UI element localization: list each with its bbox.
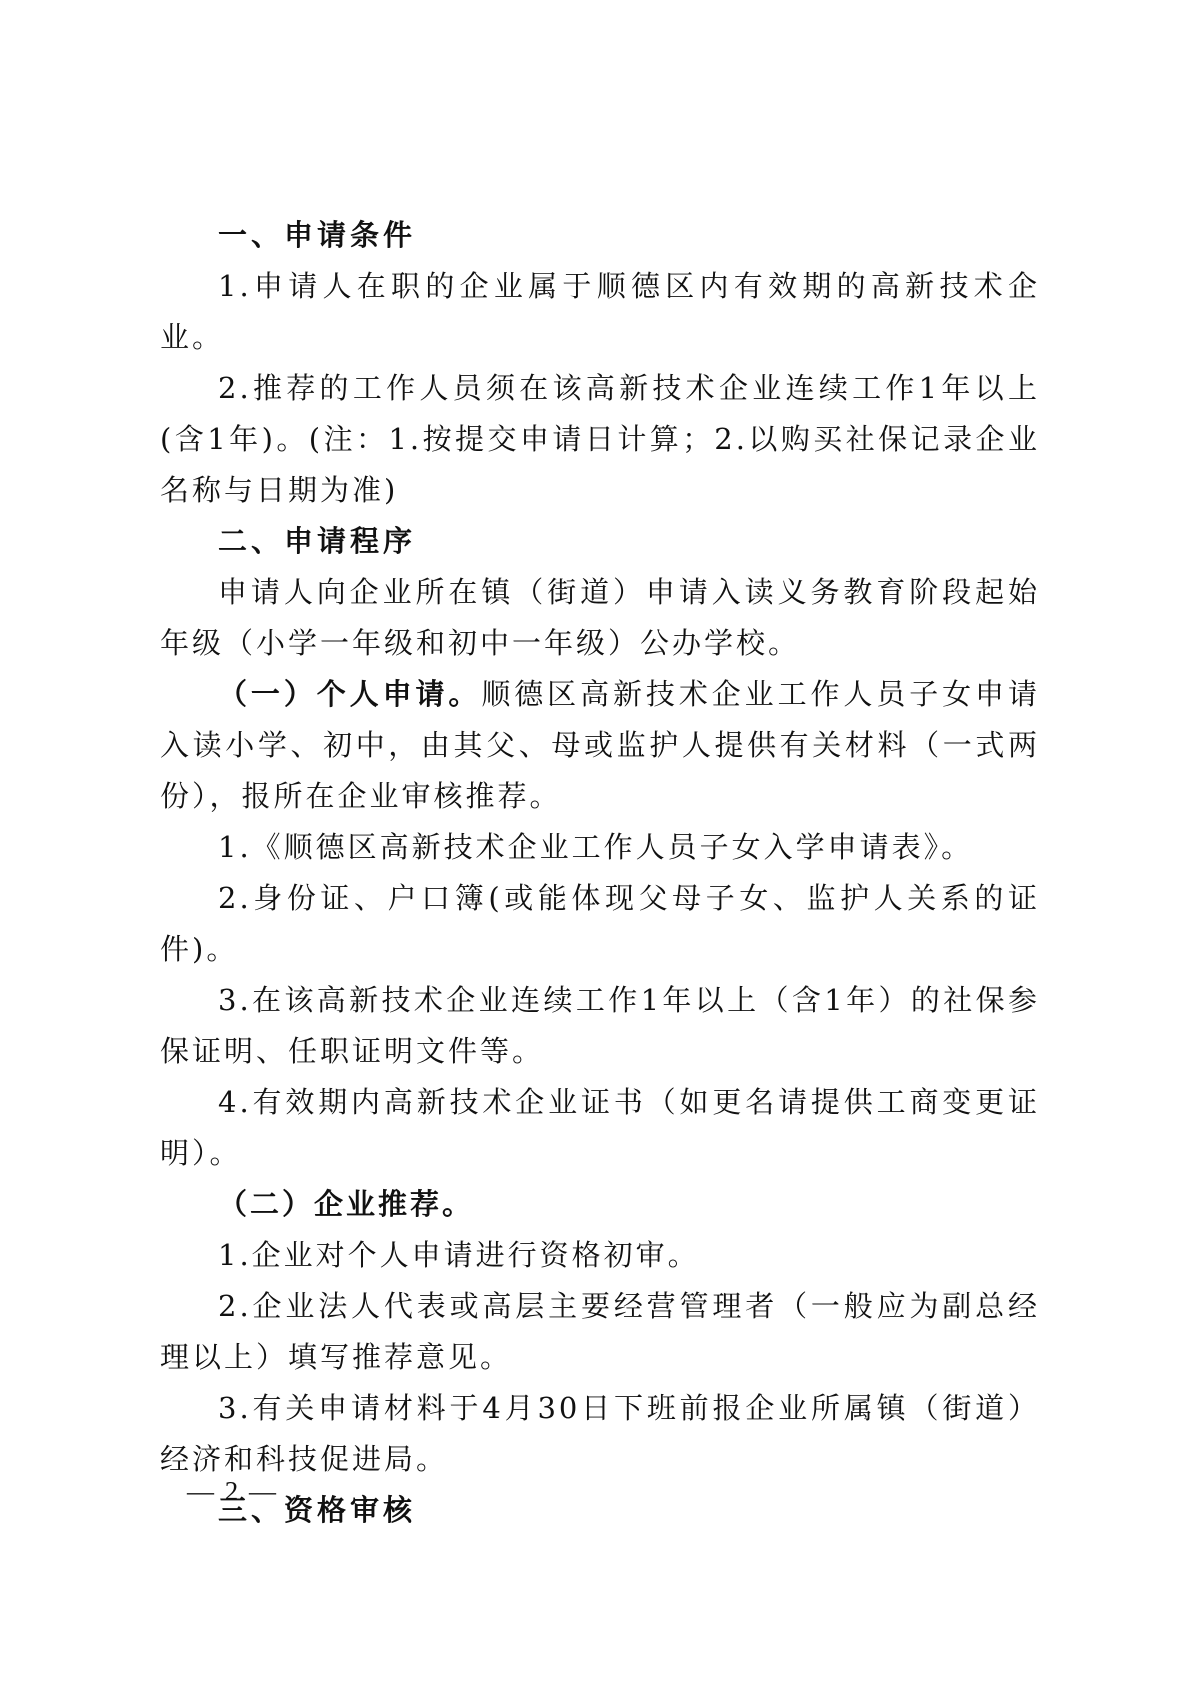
paragraph-enterprise-item-1: 1.企业对个人申请进行资格初审。 (218, 1238, 700, 1272)
paragraph-enterprise-item-3: 3.有关申请材料于4月30日下班前报企业所属镇（街道）经济和科技促进局。 (160, 1391, 1040, 1476)
subheading-personal-application: （一）个人申请。 (218, 677, 482, 711)
section-heading-application-procedure: 二、申请程序 (218, 524, 417, 558)
paragraph-personal-item-1: 1.《顺德区高新技术企业工作人员子女入学申请表》。 (218, 830, 974, 864)
personal-application-text: 顺德区高新技术企业工作人员子女申请入读小学、初中，由其父、母或监护人提供有关材料（一式两份），报所在企业审核推荐。 (160, 677, 1040, 813)
section-heading-application-conditions: 一、申请条件 (218, 218, 417, 252)
paragraph-personal-item-3: 3.在该高新技术企业连续工作1年以上（含1年）的社保参保证明、任职证明文件等。 (160, 983, 1040, 1068)
paragraph-enterprise-item-2: 2.企业法人代表或高层主要经营管理者（一般应为副总经理以上）填写推荐意见。 (160, 1289, 1040, 1374)
paragraph-procedure-intro: 申请人向企业所在镇（街道）申请入读义务教育阶段起始年级（小学一年级和初中一年级）公办学校。 (160, 575, 1040, 660)
paragraph-personal-application (160, 669, 1040, 822)
paragraph-enterprise-recommendation (160, 1179, 1040, 1230)
paragraph-personal-item-2: 2.身份证、户口簿(或能体现父母子女、监护人关系的证件)。 (160, 881, 1040, 966)
paragraph-condition-2: 2.推荐的工作人员须在该高新技术企业连续工作1年以上(含1年)。(注：1.按提交申请日计算；2.以购买社保记录企业名称与日期为准) (160, 371, 1040, 507)
document-body (160, 210, 1040, 1536)
subheading-enterprise-recommendation: （二）企业推荐。 (218, 1187, 475, 1221)
paragraph-personal-item-4: 4.有效期内高新技术企业证书（如更名请提供工商变更证明）。 (160, 1085, 1040, 1170)
page-number: — 2 — (187, 1476, 278, 1506)
section-heading-qualification-review: 三、资格审核 (218, 1493, 417, 1527)
paragraph-condition-1: 1.申请人在职的企业属于顺德区内有效期的高新技术企业。 (160, 269, 1040, 354)
